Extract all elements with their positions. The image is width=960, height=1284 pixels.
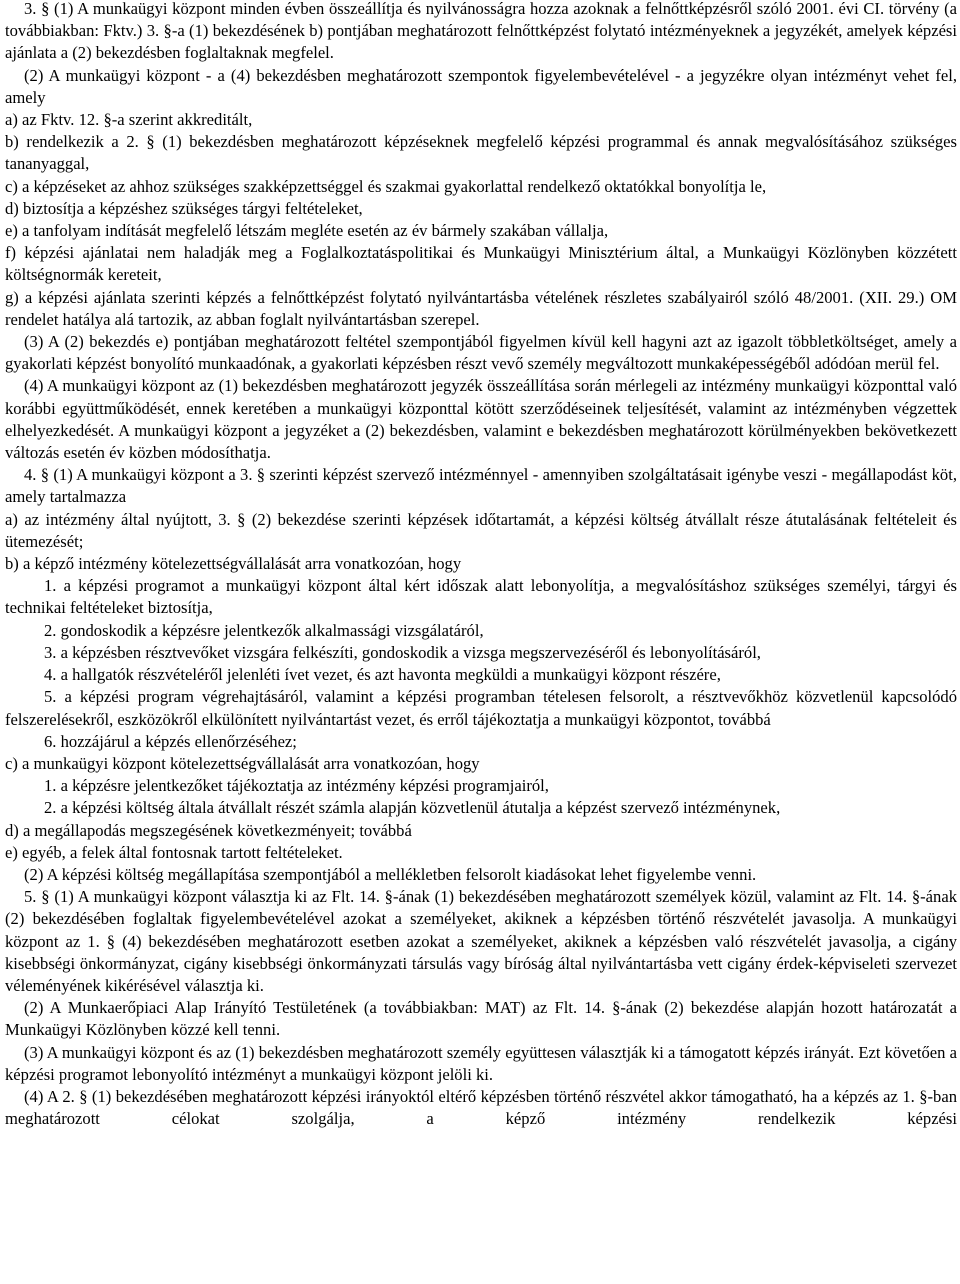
numbered-item: 3. a képzésben résztvevőket vizsgára felkészíti, gondoskodik a vizsga megszervezéséről és lebonyolításáról, (44, 642, 761, 662)
paragraph: (3) A (2) bekezdés e) pontjában meghatározott feltétel szempontjából figyelmen kívül kell hagyni azt az igazolt többletköltséget, amely a gyakorlati képzést bonyolító munkaadónak, a gyakorlati képzésben részt vevő személy megváltozott munkaképességéből adódóan merül fel. (5, 332, 957, 374)
list-item: f) képzési ajánlatai nem haladják meg a Foglalkoztatáspolitikai és Munkaügyi Minisztérium által, a Munkaügyi Közlönyben közzétett költségnormák kereteit, (5, 243, 957, 285)
list-item: a) az intézmény által nyújtott, 3. § (2) bekezdése szerinti képzések időtartamát, a képzési költség átvállalt része átutalásának feltételeit és ütemezését; (5, 509, 957, 551)
list-item: d) a megállapodás megszegésének következményeit; továbbá (5, 820, 412, 840)
document-body (5, 0, 957, 1130)
paragraph: 3. § (1) A munkaügyi központ minden évben összeállítja és nyilvánosságra hozza azoknak a felnőttképzésről szóló 2001. évi CI. törvény (a továbbiakban: Fktv.) 3. §-a (1) bekezdésének b) pontjában meghatározott felnőttképzést folytató intézményeknek a jegyzékét, amelyek képzési ajánlata a (2) bekezdésben foglaltaknak megfelel. (5, 0, 957, 63)
list-item: c) a képzéseket az ahhoz szükséges szakképzettséggel és szakmai gyakorlattal rendelkező oktatókkal bonyolítja le, (5, 176, 767, 196)
paragraph: (2) A munkaügyi központ - a (4) bekezdésben meghatározott szempontok figyelembevételével - a jegyzékre olyan intézményt vehet fel, amely (5, 65, 957, 107)
numbered-item: 2. a képzési költség általa átvállalt részét számla alapján közvetlenül átutalja a képzést szervező intézménynek, (44, 798, 781, 818)
list-item: b) a képző intézmény kötelezettségvállalását arra vonatkozóan, hogy (5, 554, 462, 574)
paragraph: (2) A Munkaerőpiaci Alap Irányító Testületének (a továbbiakban: MAT) az Flt. 14. §-ának (2) bekezdése alapján hozott határozatát a Munkaügyi Közlönyben közzé kell tenni. (5, 998, 957, 1040)
list-item: g) a képzési ajánlata szerinti képzés a felnőttképzést folytató nyilvántartásba vételének részletes szabályairól szóló 48/2001. (XII. 29.) OM rendelet hatálya alá tartozik, az abban foglalt nyilvántartásban szerepel. (5, 287, 957, 329)
numbered-item: 1. a képzésre jelentkezőket tájékoztatja az intézmény képzési programjairól, (44, 776, 549, 796)
list-item: c) a munkaügyi központ kötelezettségvállalását arra vonatkozóan, hogy (5, 753, 480, 773)
list-item: e) a tanfolyam indítását megfelelő létszám megléte esetén az év bármely szakában vállalja, (5, 221, 609, 241)
numbered-item: 4. a hallgatók részvételéről jelenléti ívet vezet, és azt havonta megküldi a munkaügyi központ részére, (44, 665, 721, 685)
list-item: d) biztosítja a képzéshez szükséges tárgyi feltételeket, (5, 198, 363, 218)
numbered-item: 5. a képzési program végrehajtásáról, valamint a képzési programban tételesen felsorolt, a résztvevőkhöz közvetlenül kapcsolódó felszerelésekről, eszközökről elkülönített nyilvántartást vezet, és erről tájékoztatja a munkaügyi központot, továbbá (5, 687, 957, 729)
numbered-item: 1. a képzési programot a munkaügyi központ által kért időszak alatt lebonyolítja, a megvalósításhoz szükséges személyi, tárgyi és technikai feltételeket biztosítja, (5, 576, 957, 618)
numbered-item: 2. gondoskodik a képzésre jelentkezők alkalmassági vizsgálatáról, (44, 620, 484, 640)
paragraph: 5. § (1) A munkaügyi központ választja ki az Flt. 14. §-ának (1) bekezdésében meghatározott személyek közül, valamint az Flt. 14. §-ának (2) bekezdésében foglaltak figyelembevételével azokat a személyeket, akiknek a képzésben történő részvételét javasolja. A munkaügyi központ az 1. § (4) bekezdésében meghatározott esetben azokat a személyeket, akiknek a képzésben való részvételét javasolja, a cigány kisebbségi önkormányzat, cigány kisebbségi önkormányzati társulás vagy bíróság által nyilvántartásba vett cigány érdek-képviseleti szervezet véleményének kikérésével választja ki. (5, 887, 957, 995)
numbered-item: 6. hozzájárul a képzés ellenőrzéséhez; (44, 731, 297, 751)
paragraph: (4) A 2. § (1) bekezdésében meghatározott képzési irányoktól eltérő képzésben történő részvétel akkor támogatható, ha a képzés az 1. §-ban meghatározott célokat szolgálja, a képző intézmény rendelkezik képzési (5, 1086, 957, 1129)
paragraph: (2) A képzési költség megállapítása szempontjából a mellékletben felsorolt kiadásokat lehet figyelembe venni. (24, 864, 757, 884)
paragraph: (3) A munkaügyi központ és az (1) bekezdésben meghatározott személy együttesen választják ki a támogatott képzés irányát. Ezt követően a képzési programot lebonyolító intézményt a munkaügyi központ jelöli ki. (5, 1042, 957, 1084)
paragraph: 4. § (1) A munkaügyi központ a 3. § szerinti képzést szervező intézménnyel - amennyiben szolgáltatásait igénybe veszi - megállapodást köt, amely tartalmazza (5, 465, 957, 507)
list-item: e) egyéb, a felek által fontosnak tartott feltételeket. (5, 842, 343, 862)
list-item: a) az Fktv. 12. §-a szerint akkreditált, (5, 110, 253, 130)
paragraph: (4) A munkaügyi központ az (1) bekezdésben meghatározott jegyzék összeállítása során mérlegeli az intézmény munkaügyi központtal való korábbi együttműködését, ennek keretében a munkaügyi központtal kötött szerződéseinek teljesítését, valamint az intézményben végzettek elhelyezkedését. A munkaügyi központ a jegyzéket a (2) bekezdésben, valamint e bekezdésben meghatározott körülményekben bekövetkezett változás esetén év közben módosíthatja. (5, 376, 957, 463)
list-item: b) rendelkezik a 2. § (1) bekezdésben meghatározott képzéseknek megfelelő képzési programmal és annak megvalósításához szükséges tananyaggal, (5, 132, 957, 174)
